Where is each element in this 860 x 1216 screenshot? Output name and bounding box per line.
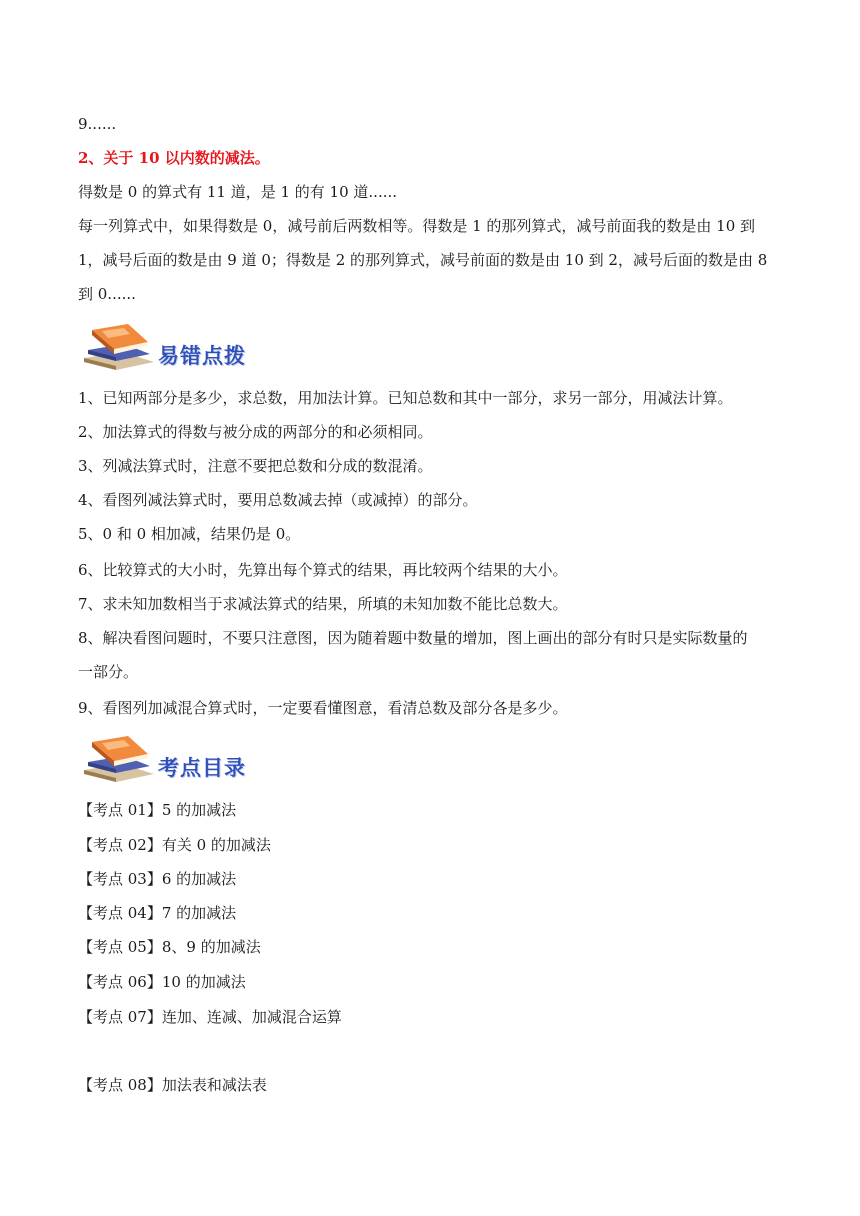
toc-item: 【考点 05】8、9 的加减法 <box>78 938 261 956</box>
paragraph-line: 1，减号后面的数是由 9 道 0；得数是 2 的那列算式，减号前面的数是由 10 到 2，减号后面的数是由 8 <box>78 251 768 269</box>
list-item: 8、解决看图问题时，不要只注意图，因为随着题中数量的增加，图上画出的部分有时只是实际数量的 <box>78 629 748 647</box>
paragraph-line: 到 0...... <box>78 285 136 303</box>
toc-item: 【考点 03】6 的加减法 <box>78 870 237 888</box>
toc-item: 【考点 02】有关 0 的加减法 <box>78 836 271 854</box>
list-item: 1、已知两部分是多少，求总数，用加法计算。已知总数和其中一部分，求另一部分，用减法计算。 <box>78 389 733 407</box>
list-item: 9、看图列加减混合算式时，一定要看懂图意，看清总数及部分各是多少。 <box>78 699 568 717</box>
toc-item: 【考点 06】10 的加减法 <box>78 973 246 991</box>
list-item: 3、列减法算式时，注意不要把总数和分成的数混淆。 <box>78 457 433 475</box>
toc-item: 【考点 07】连加、连减、加减混合运算 <box>78 1008 342 1026</box>
books-icon <box>78 316 158 372</box>
paragraph-line: 每一列算式中，如果得数是 0，减号前后两数相等。得数是 1 的那列算式，减号前面我的数是由 10 到 <box>78 217 756 235</box>
list-item: 2、加法算式的得数与被分成的两部分的和必须相同。 <box>78 423 433 441</box>
books-icon <box>78 728 158 784</box>
paragraph-line: 得数是 0 的算式有 11 道，是 1 的有 10 道...... <box>78 183 398 201</box>
section-title: 考点目录 <box>158 755 246 780</box>
list-item: 5、0 和 0 相加减，结果仍是 0。 <box>78 525 301 543</box>
list-item: 6、比较算式的大小时，先算出每个算式的结果，再比较两个结果的大小。 <box>78 561 568 579</box>
list-item: 7、求未知加数相当于求减法算式的结果，所填的未知加数不能比总数大。 <box>78 595 568 613</box>
text-line: 9...... <box>78 115 117 133</box>
toc-item: 【考点 08】加法表和减法表 <box>78 1076 267 1094</box>
list-item: 4、看图列减法算式时，要用总数减去掉（或减掉）的部分。 <box>78 491 478 509</box>
subheading: 2、关于 10 以内数的减法。 <box>78 149 270 167</box>
section-title: 易错点拨 <box>158 343 246 368</box>
toc-item: 【考点 01】5 的加减法 <box>78 801 237 819</box>
list-item: 一部分。 <box>78 663 139 681</box>
toc-item: 【考点 04】7 的加减法 <box>78 904 237 922</box>
